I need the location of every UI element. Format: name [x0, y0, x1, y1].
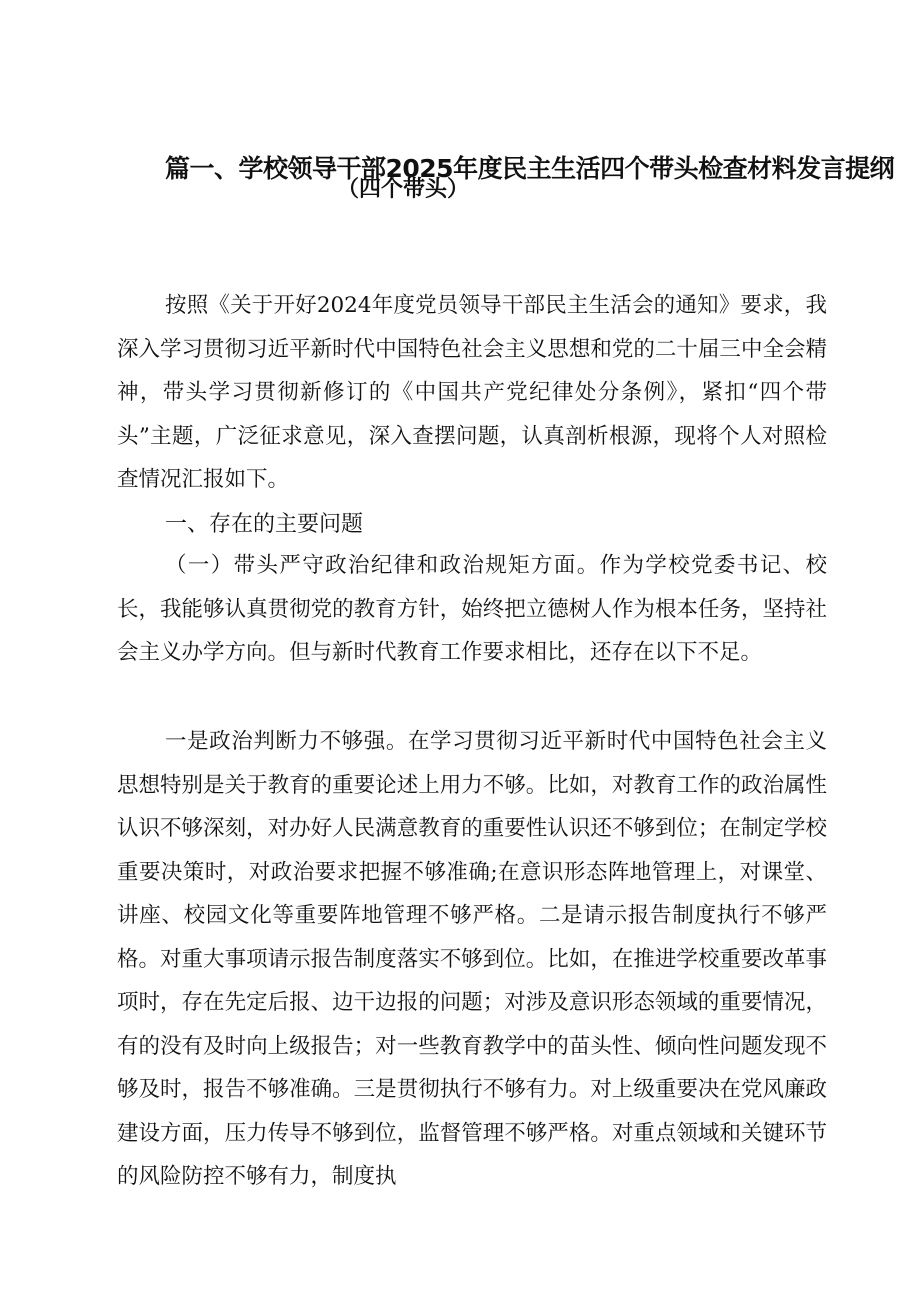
detail-paragraph: 一是政治判断力不够强。在学习贯彻习近平新时代中国特色社会主义思想特别是关于教育的重要论述上用力不够。比如，对教育工作的政治属性认识不够深刻，对办好人民满意教育的重要性认识还不够到位；在制定学校重要决策时，对政治要求把握不够准确;在意识形态阵地管理上，对课堂、讲座、校园文化等重要阵地管理不够严格。二是请示报告制度执行不够严格。对重大事项请示报告制度落实不够到位。比如，在推进学校重要改革事项时，存在先定后报、边干边报的问题；对涉及意识形态领域的重要情况，有的没有及时向上级报告；对一些教育教学中的苗头性、倾向性问题发现不够及时，报告不够准确。三是贯彻执行不够有力。对上级重要决在党风廉政建设方面，压力传导不够到位，监督管理不够严格。对重点领域和关键环节的风险防控不够有力，制度执: [117, 729, 827, 1189]
document-subtitle: （四个带头）: [337, 177, 470, 202]
document-title: 篇一、学校领导干部2025年度民主生活四个带头检查材料发言提纲: [165, 154, 895, 183]
section-heading: 一、存在的主要问题: [165, 512, 364, 537]
intro-paragraph: 按照《关于开好2024年度党员领导干部民主生活会的通知》要求，我深入学习贯彻习近平新时代中国特色社会主义思想和党的二十届三中全会精神，带头学习贯彻新修订的《中国共产党纪律处分条例》，紧扣“四个带头”主题，广泛征求意见，深入查摆问题，认真剖析根源，现将个人对照检查情况汇报如下。: [117, 293, 827, 492]
subsection-paragraph: （一）带头严守政治纪律和政治规矩方面。作为学校党委书记、校长，我能够认真贯彻党的教育方针，始终把立德树人作为根本任务，坚持社会主义办学方向。但与新时代教育工作要求相比，还存在以下不足。: [117, 553, 827, 665]
